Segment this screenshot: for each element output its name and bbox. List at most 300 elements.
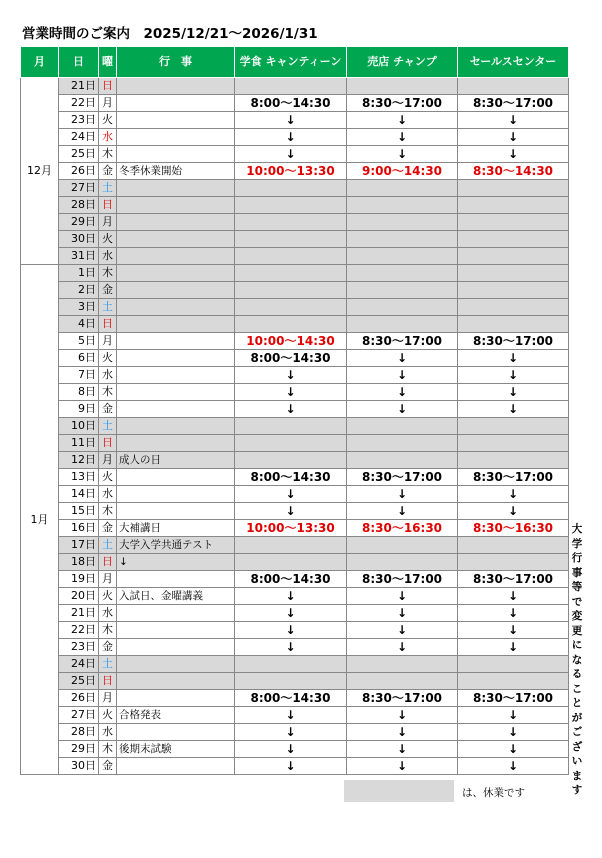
table-row [21, 452, 569, 469]
table-row [21, 758, 569, 775]
day-cell: 8日 [59, 384, 99, 401]
store-hours [347, 248, 458, 265]
store-hours [347, 197, 458, 214]
event-cell: 合格発表 [117, 707, 235, 724]
cafeteria-hours: ↓ [235, 707, 347, 724]
day-cell: 2日 [59, 282, 99, 299]
table-row [21, 282, 569, 299]
cafeteria-hours [235, 197, 347, 214]
day-cell: 30日 [59, 758, 99, 775]
day-cell: 27日 [59, 180, 99, 197]
table-row [21, 605, 569, 622]
schedule-table [20, 46, 569, 775]
store-hours: ↓ [347, 707, 458, 724]
month-cell: 1月 [21, 265, 59, 775]
table-row [21, 656, 569, 673]
day-cell: 28日 [59, 197, 99, 214]
day-cell: 6日 [59, 350, 99, 367]
store-hours: 8:30〜17:00 [347, 690, 458, 707]
event-cell: 冬季休業開始 [117, 163, 235, 180]
cafeteria-hours [235, 180, 347, 197]
cafeteria-hours: 8:00〜14:30 [235, 571, 347, 588]
cafeteria-hours [235, 299, 347, 316]
table-row [21, 350, 569, 367]
store-hours: 8:30〜17:00 [347, 95, 458, 112]
day-cell: 25日 [59, 673, 99, 690]
weekday-cell: 土 [99, 180, 117, 197]
store-hours: ↓ [347, 724, 458, 741]
cafeteria-hours: 10:00〜14:30 [235, 333, 347, 350]
sales-center-hours: ↓ [458, 129, 569, 146]
weekday-cell: 金 [99, 758, 117, 775]
weekday-cell: 日 [99, 554, 117, 571]
weekday-cell: 月 [99, 214, 117, 231]
table-row [21, 571, 569, 588]
weekday-cell: 木 [99, 741, 117, 758]
sales-center-hours [458, 673, 569, 690]
day-cell: 16日 [59, 520, 99, 537]
day-cell: 20日 [59, 588, 99, 605]
weekday-cell: 月 [99, 95, 117, 112]
cafeteria-hours: 10:00〜13:30 [235, 163, 347, 180]
store-hours [347, 435, 458, 452]
sales-center-hours: ↓ [458, 741, 569, 758]
event-cell [117, 571, 235, 588]
weekday-cell: 金 [99, 520, 117, 537]
day-cell: 28日 [59, 724, 99, 741]
event-cell [117, 503, 235, 520]
store-hours: ↓ [347, 129, 458, 146]
cafeteria-hours [235, 418, 347, 435]
sales-center-hours [458, 435, 569, 452]
sales-center-hours: ↓ [458, 724, 569, 741]
cafeteria-hours: ↓ [235, 622, 347, 639]
cafeteria-hours: ↓ [235, 605, 347, 622]
day-cell: 26日 [59, 163, 99, 180]
cafeteria-hours [235, 248, 347, 265]
day-cell: 21日 [59, 605, 99, 622]
store-hours: 9:00〜14:30 [347, 163, 458, 180]
sales-center-hours: ↓ [458, 639, 569, 656]
table-row [21, 180, 569, 197]
event-cell [117, 724, 235, 741]
weekday-cell: 金 [99, 639, 117, 656]
table-row [21, 197, 569, 214]
store-hours [347, 180, 458, 197]
weekday-cell: 火 [99, 112, 117, 129]
event-cell [117, 367, 235, 384]
legend-swatch [344, 780, 454, 802]
sales-center-hours: 8:30〜14:30 [458, 163, 569, 180]
weekday-cell: 火 [99, 588, 117, 605]
weekday-cell: 水 [99, 605, 117, 622]
event-cell [117, 758, 235, 775]
cafeteria-hours: 8:00〜14:30 [235, 469, 347, 486]
store-hours [347, 265, 458, 282]
store-hours [347, 673, 458, 690]
day-cell: 3日 [59, 299, 99, 316]
weekday-cell: 火 [99, 469, 117, 486]
store-hours: ↓ [347, 639, 458, 656]
weekday-cell: 土 [99, 299, 117, 316]
store-hours [347, 282, 458, 299]
event-cell: 後期末試験 [117, 741, 235, 758]
header-weekday: 曜 [99, 47, 117, 78]
table-row [21, 214, 569, 231]
day-cell: 22日 [59, 622, 99, 639]
weekday-cell: 月 [99, 571, 117, 588]
table-row [21, 639, 569, 656]
sales-center-hours [458, 282, 569, 299]
day-cell: 24日 [59, 129, 99, 146]
event-cell: 入試日、金曜講義 [117, 588, 235, 605]
day-cell: 7日 [59, 367, 99, 384]
cafeteria-hours [235, 265, 347, 282]
store-hours: ↓ [347, 384, 458, 401]
sales-center-hours: ↓ [458, 707, 569, 724]
store-hours: ↓ [347, 367, 458, 384]
day-cell: 19日 [59, 571, 99, 588]
cafeteria-hours: ↓ [235, 401, 347, 418]
store-hours: ↓ [347, 588, 458, 605]
sales-center-hours: ↓ [458, 367, 569, 384]
table-row [21, 78, 569, 95]
store-hours: 8:30〜17:00 [347, 469, 458, 486]
weekday-cell: 水 [99, 367, 117, 384]
day-cell: 14日 [59, 486, 99, 503]
cafeteria-hours: ↓ [235, 724, 347, 741]
event-cell [117, 435, 235, 452]
table-row [21, 248, 569, 265]
cafeteria-hours: 10:00〜13:30 [235, 520, 347, 537]
day-cell: 17日 [59, 537, 99, 554]
store-hours: ↓ [347, 741, 458, 758]
table-row [21, 333, 569, 350]
sales-center-hours: ↓ [458, 112, 569, 129]
weekday-cell: 火 [99, 350, 117, 367]
weekday-cell: 水 [99, 724, 117, 741]
table-row [21, 690, 569, 707]
store-hours [347, 656, 458, 673]
sales-center-hours: 8:30〜17:00 [458, 469, 569, 486]
store-hours: 8:30〜17:00 [347, 333, 458, 350]
table-row [21, 384, 569, 401]
table-row [21, 95, 569, 112]
weekday-cell: 月 [99, 452, 117, 469]
cafeteria-hours [235, 282, 347, 299]
sales-center-hours [458, 554, 569, 571]
store-hours: ↓ [347, 622, 458, 639]
weekday-cell: 金 [99, 282, 117, 299]
event-cell [117, 316, 235, 333]
cafeteria-hours: ↓ [235, 639, 347, 656]
event-cell [117, 78, 235, 95]
event-cell [117, 350, 235, 367]
sales-center-hours [458, 656, 569, 673]
event-cell [117, 690, 235, 707]
cafeteria-hours: 8:00〜14:30 [235, 690, 347, 707]
cafeteria-hours [235, 231, 347, 248]
day-cell: 29日 [59, 741, 99, 758]
day-cell: 13日 [59, 469, 99, 486]
day-cell: 18日 [59, 554, 99, 571]
event-cell: ↓ [117, 554, 235, 571]
sales-center-hours [458, 78, 569, 95]
cafeteria-hours: ↓ [235, 384, 347, 401]
weekday-cell: 月 [99, 333, 117, 350]
sales-center-hours: 8:30〜16:30 [458, 520, 569, 537]
table-row [21, 163, 569, 180]
weekday-cell: 土 [99, 418, 117, 435]
legend-text: は、休業です [462, 787, 525, 799]
weekday-cell: 木 [99, 503, 117, 520]
event-cell [117, 197, 235, 214]
event-cell [117, 333, 235, 350]
event-cell [117, 180, 235, 197]
weekday-cell: 日 [99, 673, 117, 690]
weekday-cell: 火 [99, 231, 117, 248]
sales-center-hours [458, 316, 569, 333]
cafeteria-hours [235, 554, 347, 571]
table-row [21, 316, 569, 333]
day-cell: 25日 [59, 146, 99, 163]
header-event: 行 事 [117, 47, 235, 78]
weekday-cell: 水 [99, 129, 117, 146]
event-cell [117, 146, 235, 163]
event-cell [117, 673, 235, 690]
sales-center-hours: ↓ [458, 350, 569, 367]
store-hours: 8:30〜16:30 [347, 520, 458, 537]
table-header-row [21, 47, 569, 78]
event-cell [117, 401, 235, 418]
day-cell: 29日 [59, 214, 99, 231]
day-cell: 31日 [59, 248, 99, 265]
store-hours: ↓ [347, 486, 458, 503]
table-row [21, 418, 569, 435]
header-day: 日 [59, 47, 99, 78]
event-cell [117, 265, 235, 282]
weekday-cell: 水 [99, 486, 117, 503]
side-note: 大学行事等で変更になることがございます [571, 523, 583, 796]
sales-center-hours: ↓ [458, 758, 569, 775]
day-cell: 1日 [59, 265, 99, 282]
cafeteria-hours: 8:00〜14:30 [235, 95, 347, 112]
weekday-cell: 木 [99, 146, 117, 163]
sales-center-hours: ↓ [458, 605, 569, 622]
table-row [21, 435, 569, 452]
sales-center-hours [458, 418, 569, 435]
header-month: 月 [21, 47, 59, 78]
weekday-cell: 日 [99, 197, 117, 214]
weekday-cell: 木 [99, 622, 117, 639]
day-cell: 23日 [59, 112, 99, 129]
header-sales-center: セールスセンター [458, 47, 569, 78]
event-cell [117, 95, 235, 112]
event-cell [117, 299, 235, 316]
sales-center-hours: 8:30〜17:00 [458, 690, 569, 707]
day-cell: 27日 [59, 707, 99, 724]
cafeteria-hours: ↓ [235, 741, 347, 758]
sales-center-hours [458, 180, 569, 197]
event-cell [117, 486, 235, 503]
weekday-cell: 日 [99, 78, 117, 95]
event-cell [117, 605, 235, 622]
table-row [21, 673, 569, 690]
sales-center-hours: 8:30〜17:00 [458, 333, 569, 350]
header-store: 売店 チャンプ [347, 47, 458, 78]
table-row [21, 537, 569, 554]
weekday-cell: 日 [99, 435, 117, 452]
cafeteria-hours [235, 537, 347, 554]
weekday-cell: 月 [99, 690, 117, 707]
table-row [21, 724, 569, 741]
table-row [21, 520, 569, 537]
event-cell: 大補講日 [117, 520, 235, 537]
sales-center-hours [458, 231, 569, 248]
schedule-body [21, 78, 569, 775]
day-cell: 26日 [59, 690, 99, 707]
store-hours: ↓ [347, 605, 458, 622]
event-cell [117, 248, 235, 265]
sales-center-hours [458, 452, 569, 469]
day-cell: 5日 [59, 333, 99, 350]
day-cell: 11日 [59, 435, 99, 452]
table-row [21, 265, 569, 282]
day-cell: 24日 [59, 656, 99, 673]
store-hours [347, 418, 458, 435]
event-cell [117, 384, 235, 401]
event-cell [117, 639, 235, 656]
weekday-cell: 木 [99, 384, 117, 401]
store-hours: 8:30〜17:00 [347, 571, 458, 588]
day-cell: 9日 [59, 401, 99, 418]
weekday-cell: 日 [99, 316, 117, 333]
store-hours [347, 554, 458, 571]
table-row [21, 707, 569, 724]
sales-center-hours: 8:30〜17:00 [458, 95, 569, 112]
store-hours: ↓ [347, 503, 458, 520]
weekday-cell: 木 [99, 265, 117, 282]
sales-center-hours [458, 248, 569, 265]
month-cell: 12月 [21, 78, 59, 265]
store-hours: ↓ [347, 146, 458, 163]
table-row [21, 503, 569, 520]
weekday-cell: 金 [99, 401, 117, 418]
event-cell [117, 112, 235, 129]
table-row [21, 554, 569, 571]
event-cell [117, 418, 235, 435]
event-cell [117, 214, 235, 231]
day-cell: 10日 [59, 418, 99, 435]
table-row [21, 367, 569, 384]
sales-center-hours [458, 299, 569, 316]
day-cell: 12日 [59, 452, 99, 469]
event-cell [117, 622, 235, 639]
store-hours: ↓ [347, 758, 458, 775]
event-cell [117, 469, 235, 486]
store-hours: ↓ [347, 112, 458, 129]
page-title: 営業時間のご案内 2025/12/21〜2026/1/31 [22, 26, 318, 42]
weekday-cell: 土 [99, 656, 117, 673]
cafeteria-hours [235, 452, 347, 469]
event-cell [117, 231, 235, 248]
cafeteria-hours: ↓ [235, 758, 347, 775]
cafeteria-hours: 8:00〜14:30 [235, 350, 347, 367]
table-row [21, 622, 569, 639]
weekday-cell: 火 [99, 707, 117, 724]
table-row [21, 486, 569, 503]
weekday-cell: 金 [99, 163, 117, 180]
sales-center-hours [458, 537, 569, 554]
store-hours [347, 214, 458, 231]
sales-center-hours: 8:30〜17:00 [458, 571, 569, 588]
day-cell: 4日 [59, 316, 99, 333]
cafeteria-hours [235, 78, 347, 95]
sales-center-hours [458, 214, 569, 231]
cafeteria-hours: ↓ [235, 486, 347, 503]
event-cell: 大学入学共通テスト [117, 537, 235, 554]
cafeteria-hours: ↓ [235, 367, 347, 384]
sales-center-hours: ↓ [458, 588, 569, 605]
store-hours: ↓ [347, 401, 458, 418]
day-cell: 30日 [59, 231, 99, 248]
event-cell: 成人の日 [117, 452, 235, 469]
header-cafeteria: 学食 キャンティーン [235, 47, 347, 78]
table-row [21, 588, 569, 605]
table-row [21, 469, 569, 486]
cafeteria-hours [235, 673, 347, 690]
day-cell: 22日 [59, 95, 99, 112]
cafeteria-hours: ↓ [235, 503, 347, 520]
sales-center-hours: ↓ [458, 486, 569, 503]
sales-center-hours [458, 265, 569, 282]
store-hours [347, 316, 458, 333]
day-cell: 15日 [59, 503, 99, 520]
store-hours [347, 452, 458, 469]
store-hours [347, 231, 458, 248]
cafeteria-hours: ↓ [235, 112, 347, 129]
sales-center-hours: ↓ [458, 622, 569, 639]
sales-center-hours [458, 197, 569, 214]
table-row [21, 231, 569, 248]
store-hours: ↓ [347, 350, 458, 367]
store-hours [347, 299, 458, 316]
event-cell [117, 129, 235, 146]
table-row [21, 299, 569, 316]
sales-center-hours: ↓ [458, 503, 569, 520]
sales-center-hours: ↓ [458, 146, 569, 163]
cafeteria-hours [235, 435, 347, 452]
cafeteria-hours [235, 316, 347, 333]
store-hours [347, 78, 458, 95]
table-row [21, 741, 569, 758]
sales-center-hours: ↓ [458, 384, 569, 401]
cafeteria-hours [235, 656, 347, 673]
cafeteria-hours: ↓ [235, 588, 347, 605]
day-cell: 23日 [59, 639, 99, 656]
table-row [21, 129, 569, 146]
weekday-cell: 水 [99, 248, 117, 265]
weekday-cell: 土 [99, 537, 117, 554]
day-cell: 21日 [59, 78, 99, 95]
sales-center-hours: ↓ [458, 401, 569, 418]
event-cell [117, 282, 235, 299]
table-row [21, 112, 569, 129]
table-row [21, 146, 569, 163]
cafeteria-hours [235, 214, 347, 231]
cafeteria-hours: ↓ [235, 146, 347, 163]
table-row [21, 401, 569, 418]
